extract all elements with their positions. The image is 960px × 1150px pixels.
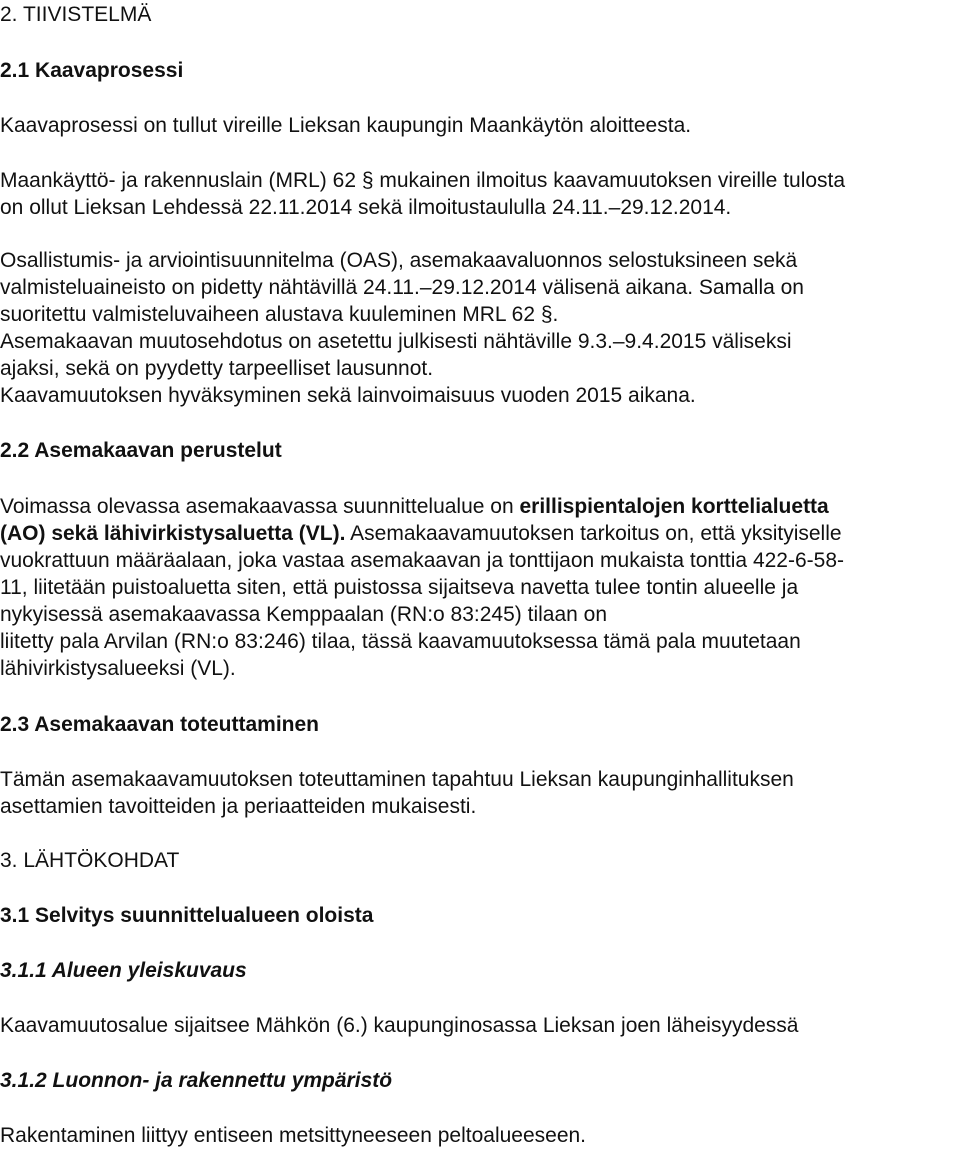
- section-title-2: 2. TIIVISTELMÄ: [0, 3, 152, 26]
- paragraph-line: [0, 521, 842, 547]
- paragraph-line: [0, 494, 829, 520]
- paragraph-line: lähivirkistysalueeksi (VL).: [0, 657, 236, 680]
- paragraph-line: nykyisessä asemakaavassa Kemppaalan (RN:o 83:245) tilaan on: [0, 603, 608, 626]
- paragraph-line: Kaavamuutosalue sijaitsee Mähkön (6.) kaupunginosassa Lieksan joen läheisyydessä: [0, 1014, 799, 1037]
- heading-3-1: 3.1 Selvitys suunnittelualueen oloista: [0, 904, 374, 927]
- paragraph-line: asettamien tavoitteiden ja periaatteiden mukaisesti.: [0, 795, 477, 818]
- text-run: Asemakaavamuutoksen tarkoitus on, että yksityiselle: [345, 522, 842, 545]
- paragraph-line: Maankäyttö- ja rakennuslain (MRL) 62 § mukainen ilmoitus kaavamuutoksen vireille tulosta: [0, 169, 846, 192]
- paragraph-line: liitetty pala Arvilan (RN:o 83:246) tilaa, tässä kaavamuutoksessa tämä pala muutetaan: [0, 630, 801, 653]
- paragraph-line: suoritettu valmisteluvaiheen alustava kuuleminen MRL 62 §.: [0, 303, 559, 326]
- bold-text-run: erillispientalojen korttelialuetta: [519, 495, 829, 518]
- heading-2-1: 2.1 Kaavaprosessi: [0, 59, 184, 82]
- section-title-3: 3. LÄHTÖKOHDAT: [0, 849, 180, 872]
- heading-2-3: 2.3 Asemakaavan toteuttaminen: [0, 713, 320, 736]
- paragraph-line: Tämän asemakaavamuutoksen toteuttaminen tapahtuu Lieksan kaupunginhallituksen: [0, 768, 794, 791]
- paragraph-line: Rakentaminen liittyy entiseen metsittyneeseen peltoalueeseen.: [0, 1124, 587, 1147]
- heading-2-2: 2.2 Asemakaavan perustelut: [0, 439, 282, 462]
- paragraph-line: on ollut Lieksan Lehdessä 22.11.2014 sekä ilmoitustaululla 24.11.–29.12.2014.: [0, 196, 732, 219]
- paragraph-kaavaprosessi: Kaavaprosessi on tullut vireille Lieksan kaupungin Maankäytön aloitteesta.: [0, 114, 692, 137]
- paragraph-line: Osallistumis- ja arviointisuunnitelma (OAS), asemakaavaluonnos selostuksineen sekä: [0, 249, 798, 272]
- paragraph-line: Kaavamuutoksen hyväksyminen sekä lainvoimaisuus vuoden 2015 aikana.: [0, 384, 696, 407]
- bold-text-run: (AO) sekä lähivirkistysaluetta (VL).: [0, 522, 346, 545]
- paragraph-line: Asemakaavan muutosehdotus on asetettu julkisesti nähtäville 9.3.–9.4.2015 väliseksi: [0, 330, 792, 353]
- text-run: Voimassa olevassa asemakaavassa suunnittelualue on: [0, 495, 520, 518]
- paragraph-line: vuokrattuun määräalaan, joka vastaa asemakaavan ja tonttijaon mukaista tonttia 422-6-58-: [0, 549, 844, 572]
- paragraph-line: 11, liitetään puistoaluetta siten, että puistossa sijaitseva navetta tulee tontin alueelle ja: [0, 576, 799, 599]
- heading-3-1-2: 3.1.2 Luonnon- ja rakennettu ympäristö: [0, 1069, 393, 1092]
- paragraph-line: valmisteluaineisto on pidetty nähtävillä 24.11.–29.12.2014 välisenä aikana. Samalla on: [0, 276, 804, 299]
- heading-3-1-1: 3.1.1 Alueen yleiskuvaus: [0, 959, 247, 982]
- paragraph-line: ajaksi, sekä on pyydetty tarpeelliset lausunnot.: [0, 357, 434, 380]
